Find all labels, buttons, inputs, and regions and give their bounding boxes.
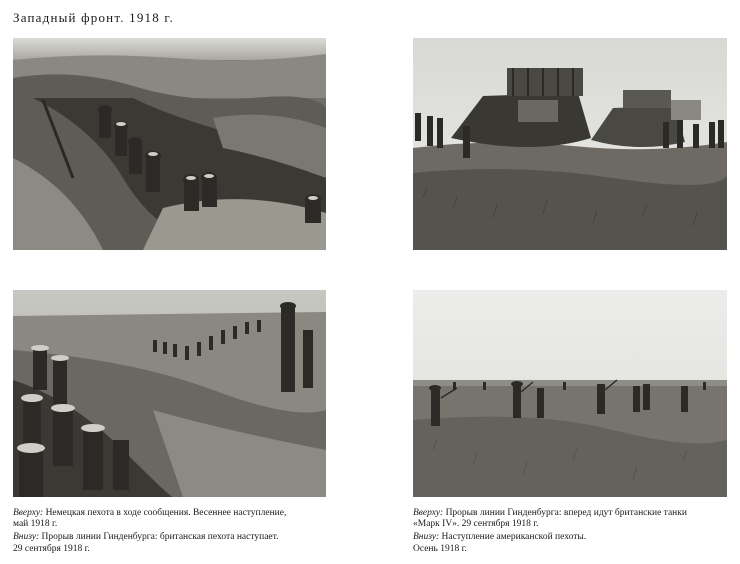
caption-left-top — [13, 508, 333, 519]
caption-text: Немецкая пехота в ходе сообщения. Весеннее наступление, — [43, 508, 287, 518]
photo-german-infantry-trench — [13, 38, 326, 250]
photo-american-infantry-advance — [413, 290, 727, 497]
page-title: Западный фронт. 1918 г. — [13, 10, 174, 25]
caption-left-top-line2: май 1918 г. — [13, 519, 58, 530]
caption-left-bottom-line2: 29 сентября 1918 г. — [13, 543, 90, 554]
caption-left — [13, 508, 333, 555]
caption-text: Прорыв линии Гинденбурга: британская пехота наступает. — [39, 532, 279, 543]
caption-right-bottom — [413, 532, 733, 543]
caption-right-top-line2: «Марк IV». 29 сентября 1918 г. — [413, 519, 539, 530]
photo-mark-iv-tanks — [413, 38, 727, 250]
caption-label: Вверху: — [413, 508, 444, 518]
photo-british-infantry-advance — [13, 290, 326, 497]
caption-label: Вверху: — [13, 508, 44, 518]
caption-label: Внизу: — [413, 532, 440, 543]
caption-label: Внизу: — [13, 532, 40, 543]
caption-text: Наступление американской пехоты. — [439, 532, 587, 543]
caption-right-top — [413, 508, 733, 519]
caption-left-bottom — [13, 532, 333, 543]
caption-text: Прорыв линии Гинденбурга: вперед идут британские танки — [443, 508, 687, 518]
caption-right — [413, 508, 733, 555]
caption-right-bottom-line2: Осень 1918 г. — [413, 543, 467, 554]
